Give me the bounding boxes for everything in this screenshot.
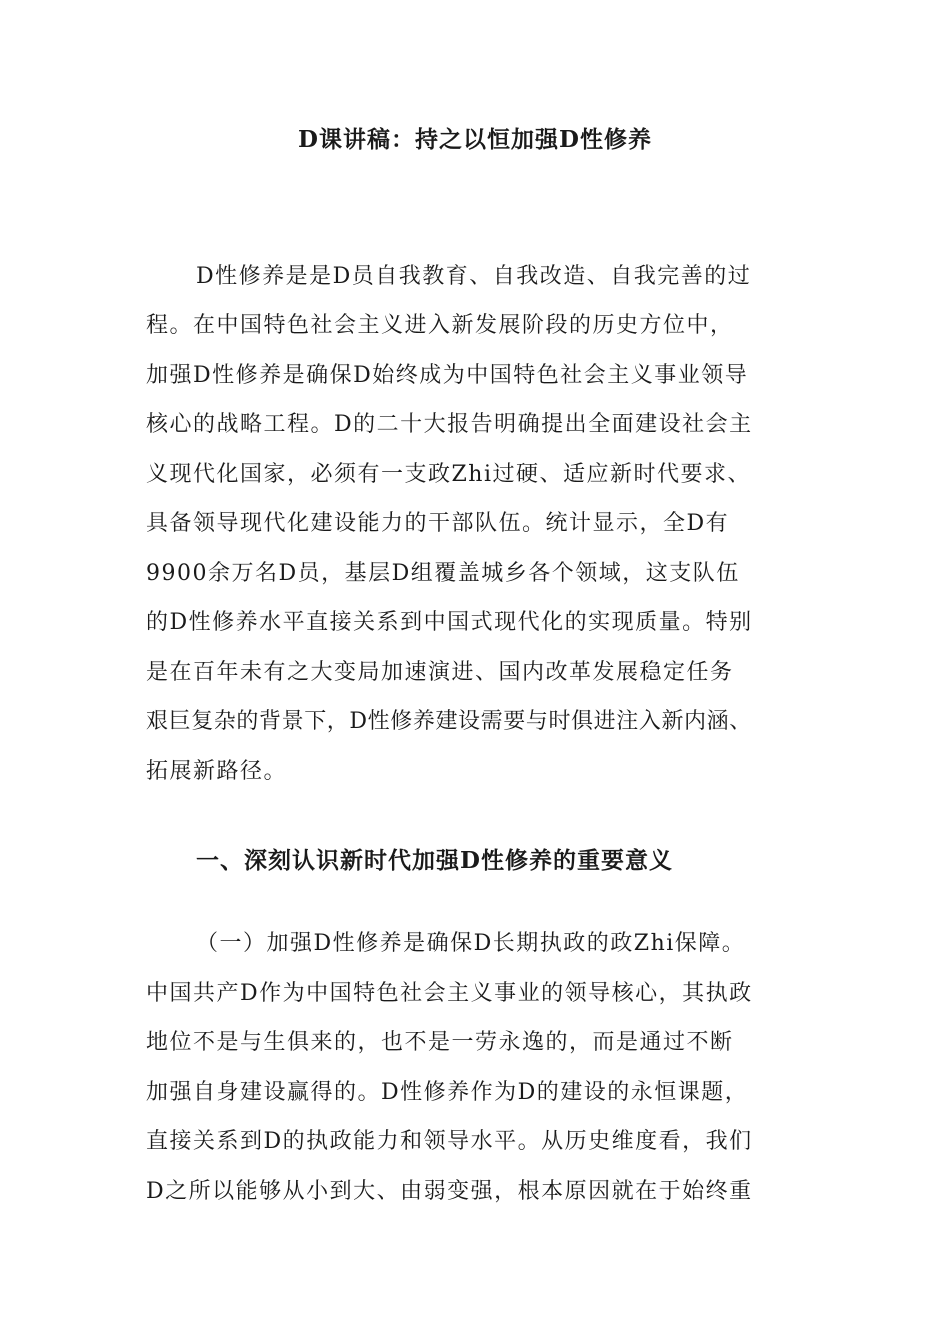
paragraph-line: 的D性修养水平直接关系到中国式现代化的实现质量。特别 xyxy=(146,610,753,635)
paragraph-line: 义现代化国家，必须有一支政Zhi过硬、适应新时代要求、 xyxy=(146,462,751,487)
paragraph-line: 程。在中国特色社会主义进入新发展阶段的历史方位中， xyxy=(146,313,734,338)
paragraph-line: （一）加强D性修养是确保D长期执政的政Zhi保障。 xyxy=(196,931,746,956)
paragraph-line: 中国共产D作为中国特色社会主义事业的领导核心，其执政 xyxy=(146,981,753,1006)
paragraph-line: 艰巨复杂的背景下，D性修养建设需要与时俱进注入新内涵、 xyxy=(146,709,752,734)
paragraph-line: 直接关系到D的执政能力和领导水平。从历史维度看，我们 xyxy=(146,1129,753,1154)
paragraph-line: 是在百年未有之大变局加速演进、国内改革发展稳定任务 xyxy=(146,660,734,685)
paragraph-line: D之所以能够从小到大、由弱变强，根本原因就在于始终重 xyxy=(146,1179,753,1204)
paragraph-line: 核心的战略工程。D的二十大报告明确提出全面建设社会主 xyxy=(146,412,753,437)
paragraph-line: 加强D性修养是确保D始终成为中国特色社会主义事业领导 xyxy=(146,363,749,388)
paragraph-line: 具备领导现代化建设能力的干部队伍。统计显示，全D有 xyxy=(146,511,730,536)
paragraph-line: 9900余万名D员，基层D组覆盖城乡各个领域，这支队伍 xyxy=(146,561,740,586)
paragraph-line: 拓展新路径。 xyxy=(146,759,288,784)
paragraph-line: D性修养是是D员自我教育、自我改造、自我完善的过 xyxy=(196,264,752,289)
section-heading: 一、深刻认识新时代加强D性修养的重要意义 xyxy=(196,847,673,874)
paragraph-line: 地位不是与生俱来的，也不是一劳永逸的，而是通过不断 xyxy=(146,1030,734,1055)
paragraph-line: 加强自身建设赢得的。D性修养作为D的建设的永恒课题， xyxy=(146,1080,749,1105)
document-title: D课讲稿：持之以恒加强D性修养 xyxy=(298,126,652,153)
